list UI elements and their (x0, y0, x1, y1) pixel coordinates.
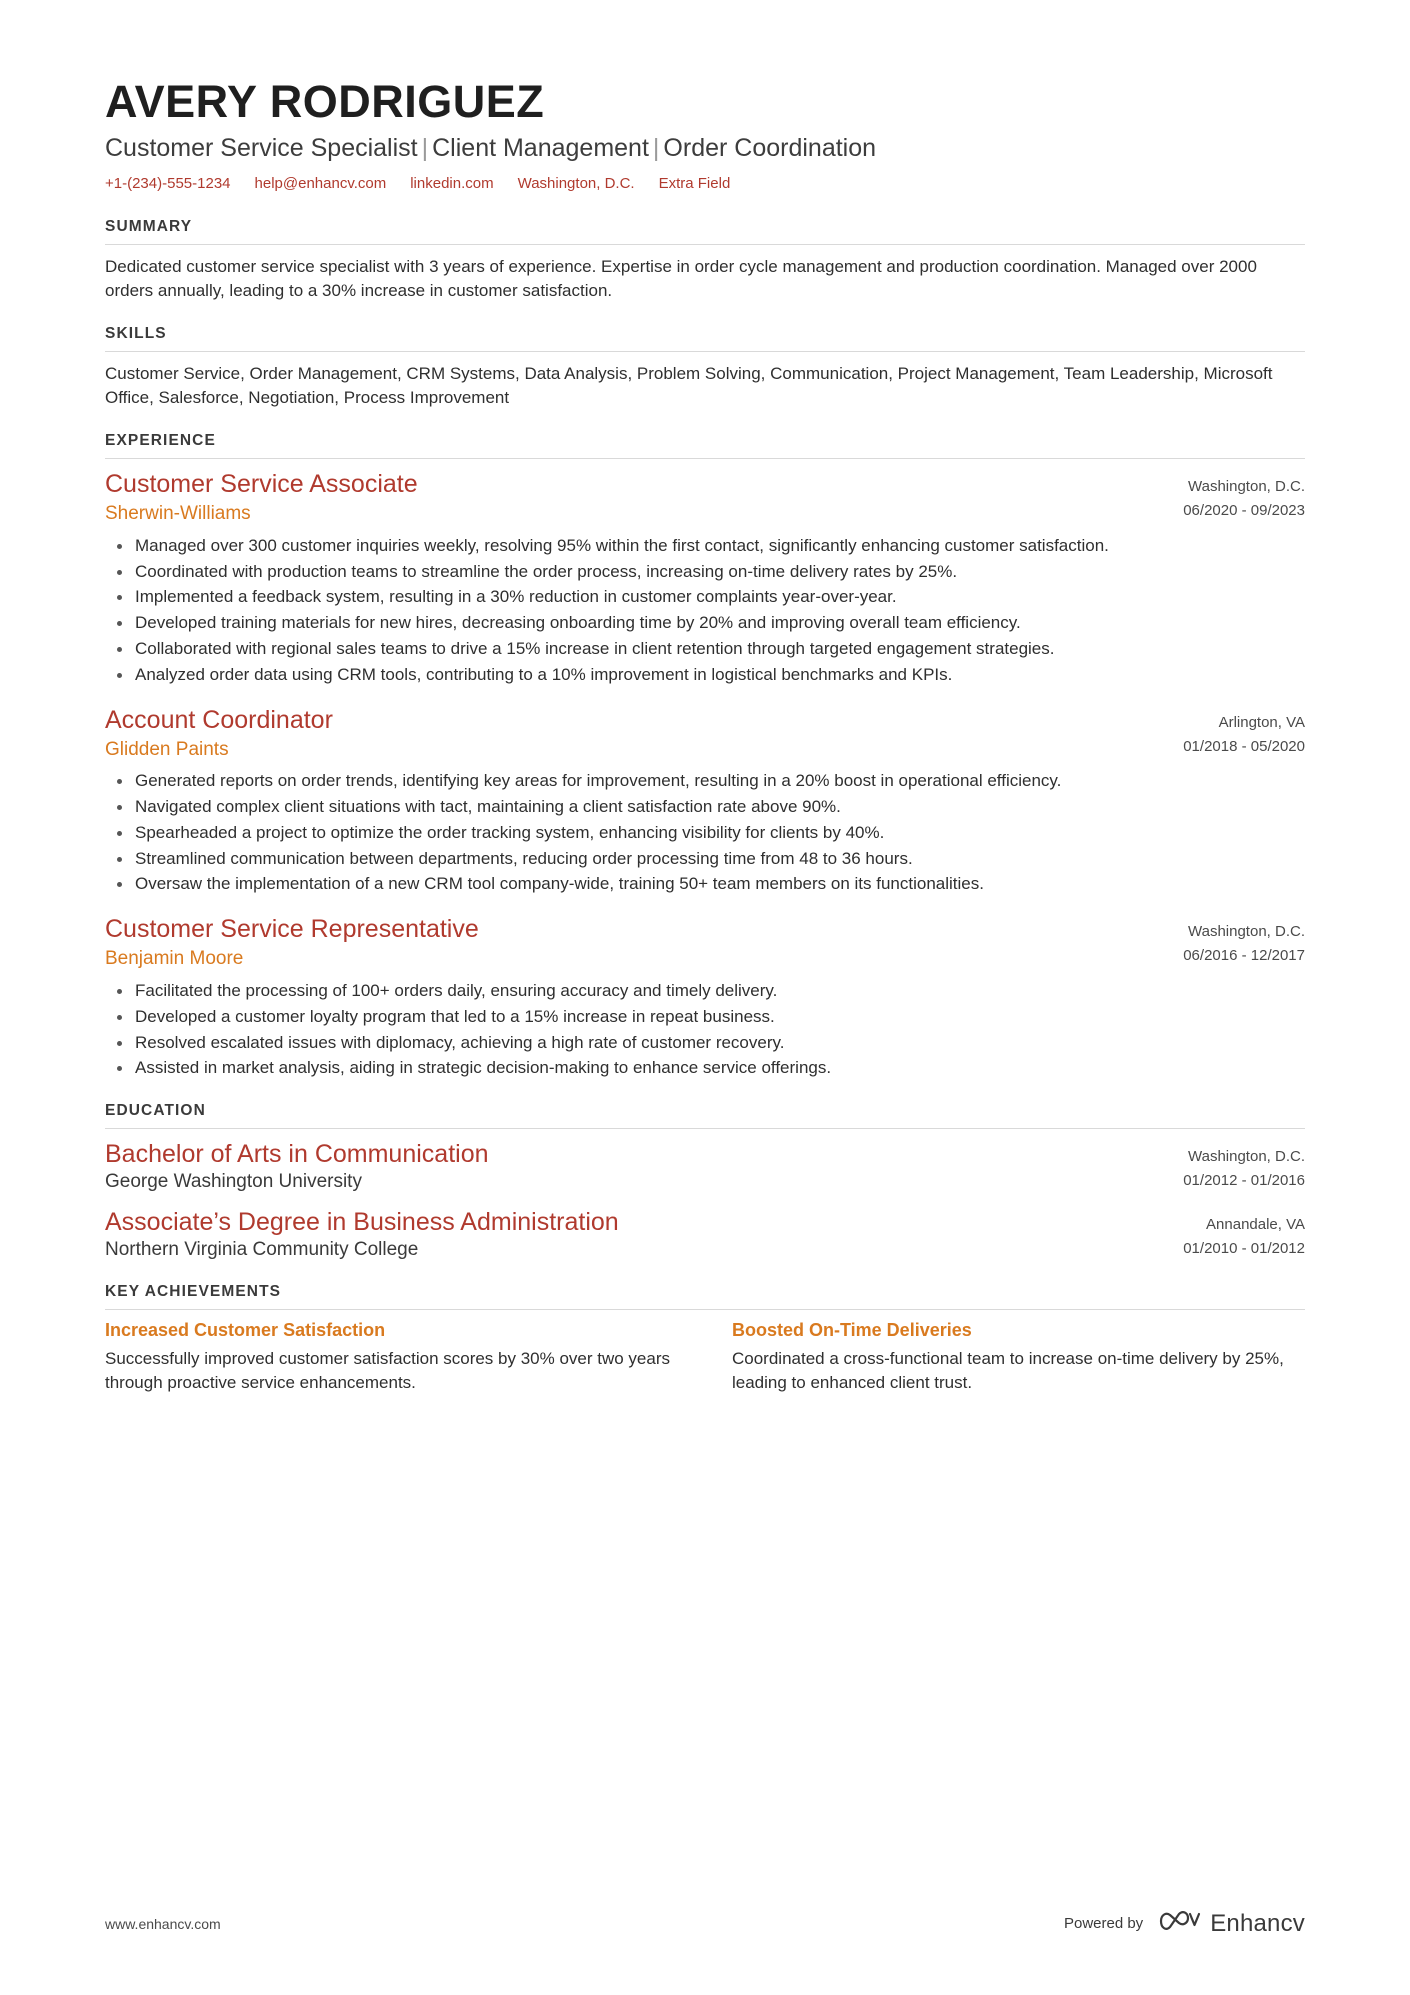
contact-email[interactable]: help@enhancv.com (254, 174, 387, 192)
section-education (105, 1102, 1305, 1261)
list-item: Collaborated with regional sales teams to drive a 15% increase in client retention through targeted engagement strategies. (131, 637, 1305, 661)
summary-text: Dedicated customer service specialist with 3 years of experience. Expertise in order cycle management and production coordination. Managed over 2000 orders annually, leading to a 30% increase in customer satisfaction. (105, 256, 1257, 300)
list-item: Navigated complex client situations with tact, maintaining a client satisfaction rate above 90%. (131, 795, 1305, 819)
experience-role: Customer Service Associate (105, 470, 418, 498)
list-item: Developed training materials for new hires, decreasing onboarding time by 20% and improving overall team efficiency. (131, 611, 1305, 635)
education-degree: Bachelor of Arts in Communication (105, 1140, 489, 1169)
list-item: Coordinated with production teams to streamline the order process, increasing on-time delivery rates by 25%. (131, 560, 1305, 584)
list-item: Developed a customer loyalty program that led to a 15% increase in repeat business. (131, 1005, 1305, 1029)
experience-entry (105, 914, 1305, 1080)
headline-separator: | (652, 134, 660, 163)
experience-entry-meta (1125, 705, 1305, 759)
experience-dates: 01/2018 - 05/2020 (1183, 737, 1305, 755)
experience-location: Washington, D.C. (1188, 923, 1305, 941)
education-school: George Washington University (105, 1171, 362, 1193)
experience-entry (105, 705, 1305, 897)
section-key-achievements (105, 1283, 1305, 1395)
education-location: Washington, D.C. (1188, 1148, 1305, 1166)
experience-entry-left (105, 469, 1125, 526)
list-item: Managed over 300 customer inquiries weekly, resolving 95% within the first contact, significantly enhancing customer satisfaction. (131, 534, 1305, 558)
education-entry-left (105, 1139, 1125, 1193)
brand-name: Enhancv (1210, 1909, 1305, 1937)
key-achievements-grid (105, 1320, 1305, 1395)
section-title-skills: SKILLS (105, 324, 167, 342)
key-achievement-title: Increased Customer Satisfaction (105, 1320, 386, 1341)
education-dates: 01/2012 - 01/2016 (1183, 1172, 1305, 1190)
section-experience (105, 432, 1305, 1080)
contact-extra-field: Extra Field (658, 174, 731, 192)
experience-entry-head (105, 705, 1305, 762)
list-item: Streamlined communication between departments, reducing order processing time from 48 to 36 hours. (131, 847, 1305, 871)
education-dates: 01/2010 - 01/2012 (1183, 1240, 1305, 1258)
section-title-education: EDUCATION (105, 1102, 206, 1120)
experience-entry (105, 469, 1305, 687)
enhancv-logo-icon (1157, 1908, 1201, 1939)
contact-phone[interactable]: +1-(234)-555-1234 (105, 174, 231, 192)
key-achievement-desc: Coordinated a cross-functional team to increase on-time delivery by 25%, leading to enhanced client trust. (732, 1349, 1284, 1392)
experience-company: Sherwin-Williams (105, 503, 251, 524)
education-entry-left (105, 1207, 1125, 1261)
headline-separator: | (421, 134, 429, 163)
key-achievement-title: Boosted On-Time Deliveries (732, 1320, 972, 1341)
headline-part-2: Client Management (432, 134, 649, 163)
page-footer (105, 1908, 1305, 1939)
experience-dates: 06/2016 - 12/2017 (1183, 947, 1305, 965)
experience-dates: 06/2020 - 09/2023 (1183, 502, 1305, 519)
headline-part-1: Customer Service Specialist (105, 134, 418, 163)
list-item: Implemented a feedback system, resulting in a 30% reduction in customer complaints year-over-year. (131, 585, 1305, 609)
brand (1157, 1908, 1305, 1939)
list-item: Analyzed order data using CRM tools, contributing to a 10% improvement in logistical benchmarks and KPIs. (131, 663, 1305, 687)
experience-company: Glidden Paints (105, 738, 229, 760)
experience-bullets (105, 534, 1305, 687)
experience-entry-head (105, 914, 1305, 971)
list-item: Generated reports on order trends, identifying key areas for improvement, resulting in a 20% boost in operational efficiency. (131, 769, 1305, 793)
footer-brand-area (1064, 1908, 1305, 1939)
footer-url[interactable]: www.enhancv.com (105, 1915, 221, 1932)
section-skills (105, 325, 1305, 410)
headline-part-3: Order Coordination (663, 134, 877, 163)
education-entry-head (105, 1207, 1305, 1261)
education-entry-head (105, 1139, 1305, 1193)
experience-role: Customer Service Representative (105, 915, 479, 944)
list-item: Spearheaded a project to optimize the order tracking system, enhancing visibility for clients by 40%. (131, 821, 1305, 845)
divider (105, 351, 1305, 352)
key-achievement-item (105, 1320, 678, 1395)
skills-text: Customer Service, Order Management, CRM Systems, Data Analysis, Problem Solving, Communication, Project Management, Team Leadership, Microsoft Office, Salesforce, Negotiation, Process Improvement (105, 363, 1273, 407)
contact-linkedin[interactable]: linkedin.com (410, 174, 494, 192)
experience-entry-left (105, 705, 1125, 762)
education-school: Northern Virginia Community College (105, 1239, 419, 1261)
powered-by-label: Powered by (1063, 1915, 1144, 1932)
contact-location: Washington, D.C. (517, 174, 635, 192)
divider (105, 244, 1305, 245)
list-item: Resolved escalated issues with diplomacy, achieving a high rate of customer recovery. (131, 1031, 1305, 1055)
page-title: AVERY RODRIGUEZ (105, 76, 545, 127)
key-achievement-desc: Successfully improved customer satisfaction scores by 30% over two years through proactive service enhancements. (105, 1349, 671, 1392)
experience-bullets (105, 979, 1305, 1080)
section-summary (105, 218, 1305, 303)
experience-location: Washington, D.C. (1188, 478, 1305, 495)
experience-company: Benjamin Moore (105, 948, 244, 970)
section-title-key-achievements: KEY ACHIEVEMENTS (105, 1283, 282, 1301)
education-location: Annandale, VA (1206, 1216, 1305, 1234)
section-title-summary: SUMMARY (105, 217, 193, 235)
education-entry-meta (1125, 1207, 1305, 1261)
experience-role: Account Coordinator (105, 705, 333, 734)
list-item: Oversaw the implementation of a new CRM tool company-wide, training 50+ team members on its functionalities. (131, 872, 1305, 896)
divider (105, 1309, 1305, 1310)
experience-bullets (105, 769, 1305, 896)
education-entry (105, 1207, 1305, 1261)
education-degree: Associate’s Degree in Business Administration (105, 1208, 619, 1237)
experience-location: Arlington, VA (1218, 713, 1305, 731)
experience-entry-head (105, 469, 1305, 526)
list-item: Assisted in market analysis, aiding in strategic decision-making to enhance service offerings. (131, 1056, 1305, 1080)
key-achievement-item (732, 1320, 1305, 1395)
experience-entry-left (105, 914, 1125, 971)
education-entry (105, 1139, 1305, 1193)
education-entry-meta (1125, 1139, 1305, 1193)
divider (105, 458, 1305, 459)
experience-entry-meta (1125, 469, 1305, 523)
divider (105, 1128, 1305, 1129)
resume-header (105, 78, 1305, 192)
headline (105, 133, 1305, 164)
section-title-experience: EXPERIENCE (105, 432, 216, 449)
experience-entry-meta (1125, 914, 1305, 968)
contact-row (105, 175, 1305, 192)
list-item: Facilitated the processing of 100+ orders daily, ensuring accuracy and timely delivery. (131, 979, 1305, 1003)
